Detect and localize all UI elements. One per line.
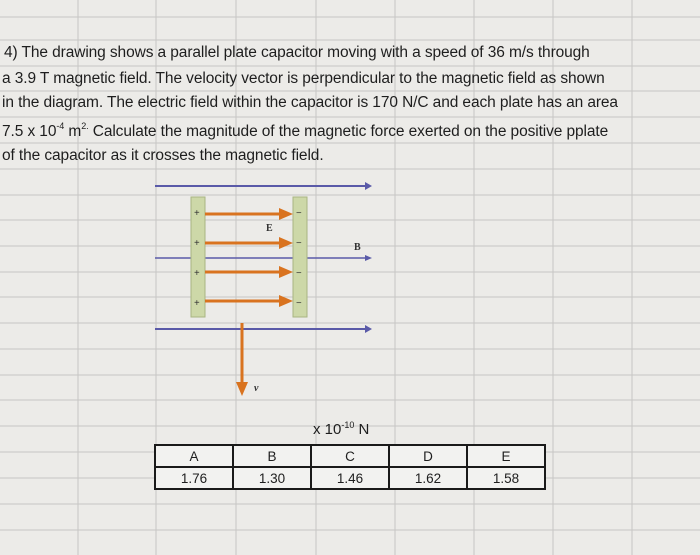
electric-field-label: E xyxy=(266,223,273,234)
minus-sign: − xyxy=(296,268,302,279)
choice-header: A xyxy=(155,445,233,467)
answer-choices-table xyxy=(154,444,546,490)
table-header-row xyxy=(155,445,545,467)
plus-sign: + xyxy=(194,298,200,309)
plus-sign: + xyxy=(194,268,200,279)
choice-header: B xyxy=(233,445,311,467)
choice-header: D xyxy=(389,445,467,467)
problem-text-line: 4) The drawing shows a parallel plate capacitor moving with a speed of 36 m/s through xyxy=(4,44,590,61)
magnetic-field-label: B xyxy=(354,242,361,253)
problem-text-line: 7.5 x $10^{-4}$ $m^{2.}$ Calculate the magnitude of the magnetic force exerted on the positive pplate xyxy=(2,121,609,140)
choice-value: 1.58 xyxy=(467,467,545,489)
choice-value: 1.76 xyxy=(155,467,233,489)
choice-value: 1.30 xyxy=(233,467,311,489)
plus-sign: + xyxy=(194,208,200,219)
minus-sign: − xyxy=(296,238,302,249)
answer-unit-label: x $10^{-10}$ N xyxy=(313,420,370,438)
minus-sign: − xyxy=(296,208,302,219)
capacitor-diagram xyxy=(155,182,372,396)
problem-text-line: of the capacitor as it crosses the magnetic field. xyxy=(2,147,324,164)
choice-header: C xyxy=(311,445,389,467)
minus-sign: − xyxy=(296,298,302,309)
table-row xyxy=(155,467,545,489)
choice-header: E xyxy=(467,445,545,467)
choice-value: 1.62 xyxy=(389,467,467,489)
plus-sign: + xyxy=(194,238,200,249)
problem-text-line: in the diagram. The electric field within the capacitor is 170 N/C and each plate has an area xyxy=(2,94,618,111)
problem-text-line: a 3.9 T magnetic field. The velocity vector is perpendicular to the magnetic field as shown xyxy=(2,70,605,87)
velocity-label: v xyxy=(254,383,259,394)
choice-value: 1.46 xyxy=(311,467,389,489)
